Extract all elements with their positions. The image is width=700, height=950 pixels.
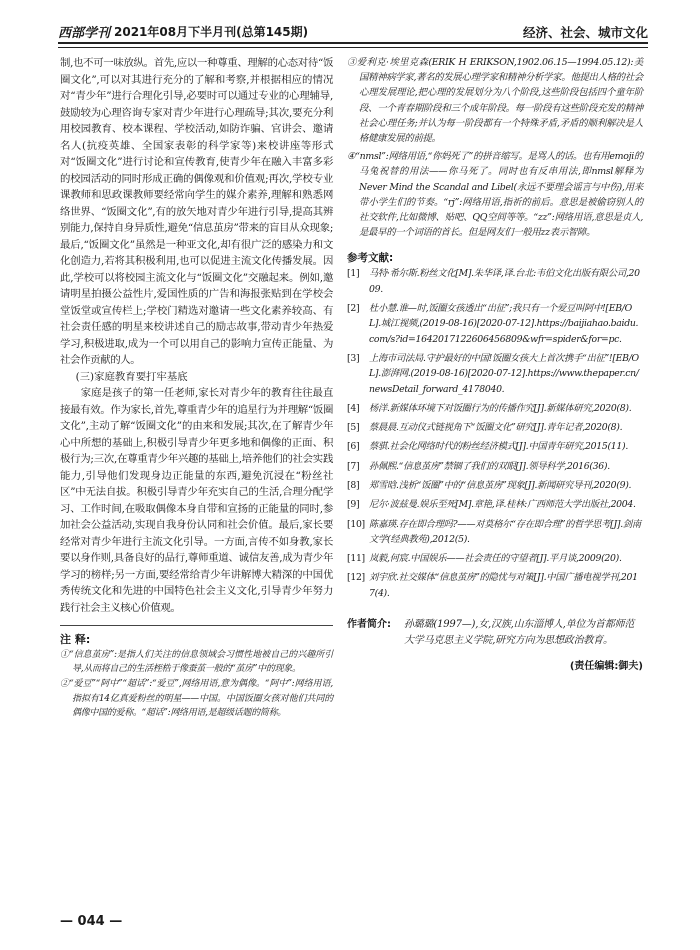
- body-paragraph-1: 制,也不可一味放纵。首先,应以一种尊重、理解的心态对待“饭圈文化”,可以对其进行充分的了解和考察,并根据相应的情况对“青少年”进行合理化引导,必要时可以通过专业的心理辅导,鼓励较为心理咨询专家对青少年进行心理疏导;其次,要充分利用校园教育、校本课程、学校活动,如防诈骗、官讲会、邀请名人(抗疫英雄、全国家表彰的科学家等)来校讲座等形式对“饭圈文化”进行讨论和宣传教育,使青少年在融入丰富多彩的校园活动的同时形成正确的偶像观和价值观;再次,学校专业课教师和思政课教师要经常向学生的媒介素养,理解和熟悉网络世界、“饭圈文化”,有的放矢地对青少年进行引导,提高其辨别能力,保持自身异质性,避免“信息茧房”带来的盲目从众现象;最后,“饭圈文化”虽然是一种亚文化,却有很广泛的感染力和文化创造力,若将其积极利用,也可以促进主流文化传播发展。因此,学校可以将校园主流文化与“饭圈文化”交融起来。例如,邀请明星拍摄公益性片,爱国性质的广告和海报张贴到在学校会堂饭堂或宣传栏上;学校门精选对邀请一些文化素养较高、有社会责任感的明星来校讲述自己的励志故事,带动青少年热爱学习,积极进取,成为一个可以用自己的影响力宣传正能量、为社会作贡献的人。: [60, 57, 333, 366]
- header-rule: [58, 47, 648, 48]
- reference-item: [8] 郑雪晗.浅析“饭圈”中的“信息茧房”现象[J].新闻研究导刊,2020(9).: [347, 480, 632, 491]
- reference-item: [9] 尼尔·波兹曼.娱乐至死[M].章艳,译.桂林:广西师范大学出版社,2004.: [347, 499, 636, 511]
- section-subheading: (三)家庭教育要打牢基底: [75, 370, 188, 383]
- reference-item: [4] 杨洋.新媒体环境下对饭圈行为的传播作究[J].新媒体研究,2020(8).: [347, 402, 632, 414]
- page-number: — 044 —: [60, 914, 123, 929]
- left-column: [60, 55, 333, 721]
- note-2: ②“爱豆”“阿中”“超话”:“爱豆”,网络用语,意为偶像。“阿中”:网络用语,指拟有14亿真爱粉丝的明星——中国。中国饭圈女孩对他们共同的偶像中国的爱称。“超话”:网络用语,是超级话题的简称。: [60, 679, 333, 718]
- author-bio: [347, 617, 643, 649]
- journal-logo: 西部学刊: [58, 26, 111, 41]
- notes-title: 注 释:: [60, 625, 333, 648]
- right-column: [347, 55, 643, 672]
- reference-item: [3] 上海市司法局.守护最好的中国!饭圈女孩大上首次携手“出征”![EB/OL].澎湃网.(2019-08-16)[2020-07-12].https://www.thepaper.cn/newsDetail_forward_4178040.: [347, 352, 639, 395]
- editor-credit: (责任编辑:御夫): [569, 661, 643, 673]
- reference-item: [11] 岚毅,何宸.中国娱乐——社会责任的守望者[J].平月谈,2009(20).: [347, 553, 622, 565]
- reference-item: [5] 蔡晨晨.互动仪式链视角下“饭圈文化”研究[J].青年记者,2020(8).: [347, 422, 623, 434]
- reference-item: [7] 孙佩熙.“信息茧房”禁锢了我们的双眼[J].领导科学,2016(36).: [347, 460, 610, 472]
- note-1: ①“信息茧房”:是指人们关注的信息领域会习惯性地被自己的兴趣所引导,从而将自己的生活桎梏于像蚕茧一般的“茧房”中的现象。: [60, 650, 333, 675]
- reference-item: [12] 刘宇欣.社交媒体“信息茧房”的隐忧与对策[J].中国广播电视学刊,2017(4).: [347, 572, 638, 599]
- note-4: ④“nmsl”:网络用语,“你妈死了”的拼音缩写。是骂人的话。也有用emoji的马兔祝替的用法——你马死了。同时也有反串用法,即nmsl解释为Never Mind the Scandal and Libel(永远不要理会谣言与中伤),用来带小学生们的节奏。“rj”:网络用语,指祈的前后。意思是被偷窃别人的社交软件,比如微博、贴吧、QQ空间等等。“zz”:网络用语,意思是贞人,是最早的一个词语的首长。但是网友们一般用zz表示智障。: [347, 151, 643, 239]
- issue-info: 2021年08月下半月刊(总第145期): [114, 25, 309, 39]
- reference-item: [1] 马特·希尔斯.粉丝文化[M].朱华译,译.台北:韦伯文化出版有限公司,2009.: [347, 268, 640, 295]
- reference-item: [6] 蔡骐.社会化网络时代的粉丝经济模式[J].中国青年研究,2015(11).: [347, 441, 628, 453]
- page-header: [58, 20, 648, 44]
- body-paragraph-2: 家庭是孩子的第一任老师,家长对青少年的教育往往最直接最有效。作为家长,首先,尊重青少年的追星行为并理解“饭圈文化”,主动了解“饭圈文化”的由来和发展;其次,在了解青少年心中所想的基础上,积极引导青少年更多地和偶像的正面、积极行为;三次,在尊重青少年兴趣的基础上,培养他们的社会实践能力,引导他们发现身边正能量的东西,避免沉浸在“粉丝社区”中无法自拔。积极引导青少年充实自己的生活,合理分配学习、工作时间,在吸取偶像本身自带和宣扬的正能量的同时,参加社会公益活动,实现自我身份认同和社会价值。最后,家长要经常对青少年进行主流文化引导。一方面,言传不如身教,家长要以身作则,具备良好的品行,尊师重道、诚信友善,成为青少年学习的榜样;另一方面,要经常给青少年讲解博大精深的中国优秀传统文化和先进的中国特色社会主义文化,引导青少年努力践行社会主义核心价值观。: [60, 387, 333, 614]
- author-text: 孙璐璐(1997—),女,汉族,山东淄博人,单位为首都师范大学马克思主义学院,研究方向为思想政治教育。: [404, 619, 635, 647]
- note-3: ③爱利克·埃里克森(ERIK H ERIKSON,1902.06.15—1994.05.12):美国精神病学家,著名的发展心理学家和精神分析学家。他提出人格的社会心理发展理论,把心理的发展划分为八个阶段,这些阶段包括四个童年阶段、一个青春期阶段和三个成年阶段。每一阶段有这些阶段充发的精神社会心理任务;并认为每一阶段都有一个特殊矛盾,矛盾的顺利解决是人格健康发展的前提。: [347, 57, 644, 145]
- author-label: 作者简介:: [347, 619, 391, 631]
- reference-item: [10] 陈嘉瑛.存在即合理吗?——对莫格尔“存在即合理”的哲学思考[J].剑南文学(经典教苑),2012(5).: [347, 518, 641, 545]
- section-name: 经济、社会、城市文化: [522, 25, 648, 40]
- reference-list: [347, 266, 643, 601]
- reference-item: [2] 杜小慧.谁—时,饭圈女孩透出“出征”;我只有一个爱豆叫阿中![EB/OL].城江视频,(2019-08-16)[2020-07-12].https://baijiahao.baidu.com/s?id=1642017122606456809&wfr=spider&for=pc.: [347, 303, 639, 345]
- references-title: 参考文献:: [347, 252, 394, 265]
